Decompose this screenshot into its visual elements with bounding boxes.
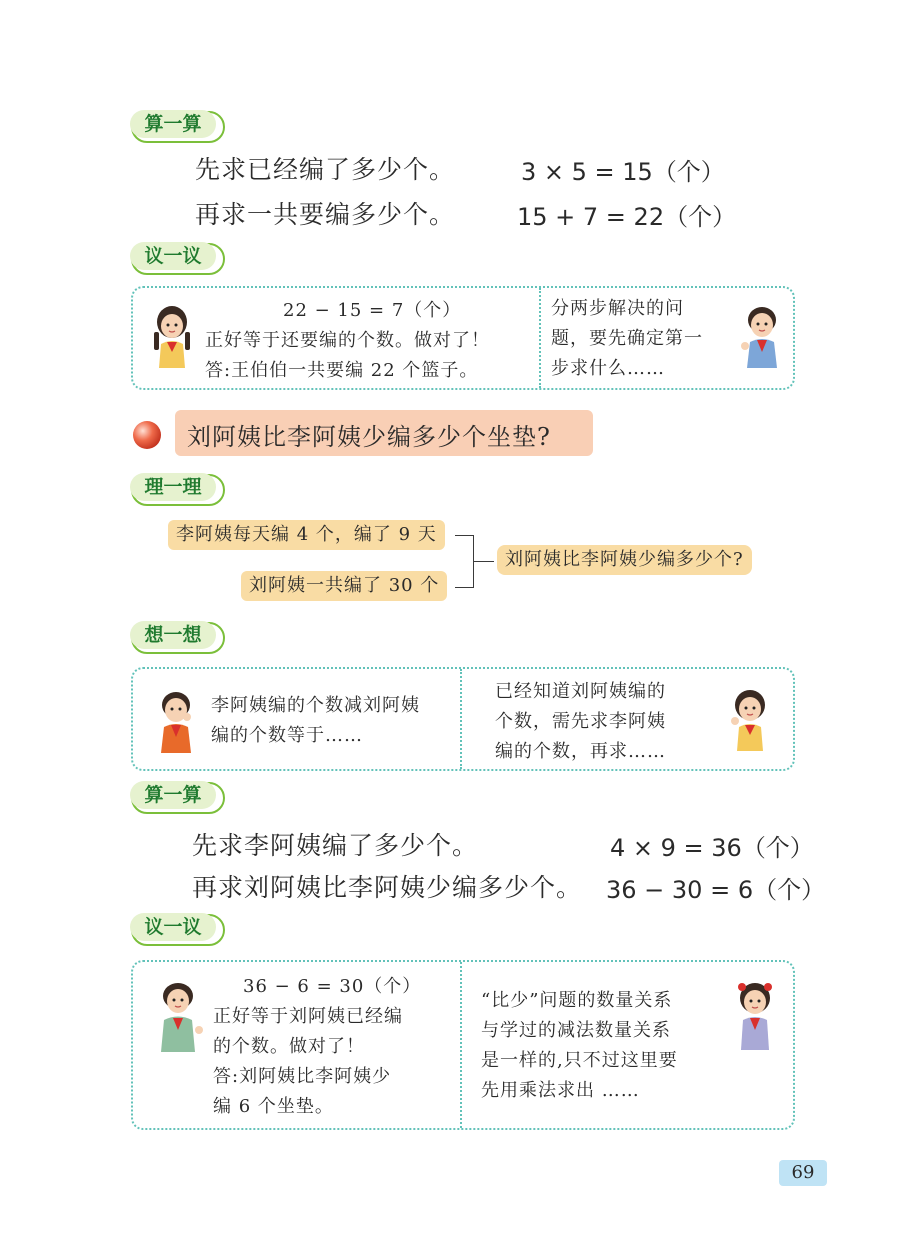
section-tag-discuss <box>131 914 225 946</box>
section-tag-label: 算一算 <box>130 110 216 138</box>
boy-character-icon <box>737 302 787 372</box>
discussion-box <box>131 960 795 1130</box>
answer-line: 答:刘阿姨比李阿姨少 <box>213 1066 392 1087</box>
text-line: 的个数。做对了！ <box>213 1036 365 1057</box>
answer-equation: 22 − 15 = 7（个） <box>283 300 462 321</box>
box-divider <box>539 288 541 388</box>
text-line: 题，要先确定第一 <box>551 328 703 349</box>
text-line: 是一样的,只不过这里要 <box>481 1050 678 1071</box>
condition-label: 刘阿姨一共编了 30 个 <box>241 571 447 601</box>
text-line: 李阿姨编的个数减刘阿姨 <box>211 695 420 716</box>
boy-character-icon <box>151 978 205 1054</box>
discussion-right-text <box>481 986 678 1106</box>
step-text: 先求李阿姨编了多少个。 <box>192 831 479 860</box>
discussion-left-text <box>205 296 490 386</box>
answer-equation: 36 − 6 = 30（个） <box>243 976 422 997</box>
text-line: 步求什么…… <box>551 358 665 379</box>
text-line: 先用乘法求出 …… <box>481 1080 640 1101</box>
page-number: 69 <box>779 1160 827 1186</box>
equation: 3 × 5 = 15（个） <box>521 158 725 186</box>
step-text: 再求刘阿姨比李阿姨少编多少个。 <box>192 873 583 902</box>
text-line: 正好等于刘阿姨已经编 <box>213 1006 403 1027</box>
text-line: 与学过的减法数量关系 <box>481 1020 671 1041</box>
section-tag-calculate <box>131 111 225 143</box>
section-tag-label: 议一议 <box>130 913 216 941</box>
answer-line: 答:王伯伯一共要编 22 个篮子。 <box>205 360 479 381</box>
thinking-box <box>131 667 795 771</box>
text-line: “比少”问题的数量关系 <box>481 990 673 1011</box>
step-text: 再求一共要编多少个。 <box>195 200 456 229</box>
text-line: 编的个数等于…… <box>211 725 363 746</box>
section-tag-calculate <box>131 782 225 814</box>
discussion-right-text <box>551 294 703 384</box>
section-tag-label: 理一理 <box>130 473 216 501</box>
equation: 15 + 7 = 22（个） <box>517 203 737 231</box>
section-tag-organize <box>131 474 225 506</box>
text-line: 已经知道刘阿姨编的 <box>495 681 666 702</box>
girl-character-icon <box>147 302 197 372</box>
girl-character-icon <box>729 978 781 1052</box>
step-text: 先求已经编了多少个。 <box>195 155 456 184</box>
boy-character-icon <box>151 687 201 755</box>
discussion-left-text <box>213 972 421 1122</box>
box-divider <box>460 669 462 769</box>
thinking-right-text <box>495 677 666 767</box>
section-tag-label: 算一算 <box>130 781 216 809</box>
section-tag-think <box>131 622 225 654</box>
section-tag-label: 想一想 <box>130 621 216 649</box>
question-text: 刘阿姨比李阿姨少编多少个坐垫? <box>187 423 551 451</box>
discussion-box <box>131 286 795 390</box>
connector-line <box>474 561 494 562</box>
equation: 4 × 9 = 36（个） <box>610 834 814 862</box>
thinking-left-text <box>211 691 420 751</box>
section-tag-discuss <box>131 243 225 275</box>
text-line: 个数，需先求李阿姨 <box>495 711 666 732</box>
box-divider <box>460 962 462 1128</box>
text-line: 分两步解决的问 <box>551 298 684 319</box>
bracket-connector <box>455 535 474 588</box>
text-line: 正好等于还要编的个数。做对了！ <box>205 330 490 351</box>
red-ball-icon <box>131 419 163 451</box>
condition-label: 李阿姨每天编 4 个，编了 9 天 <box>168 520 445 550</box>
question-label: 刘阿姨比李阿姨少编多少个? <box>497 545 752 575</box>
answer-line: 编 6 个坐垫。 <box>213 1096 334 1117</box>
text-line: 编的个数，再求…… <box>495 741 666 762</box>
girl-character-icon <box>725 685 775 755</box>
question-banner <box>175 410 593 456</box>
equation: 36 − 30 = 6（个） <box>606 876 826 904</box>
section-tag-label: 议一议 <box>130 242 216 270</box>
